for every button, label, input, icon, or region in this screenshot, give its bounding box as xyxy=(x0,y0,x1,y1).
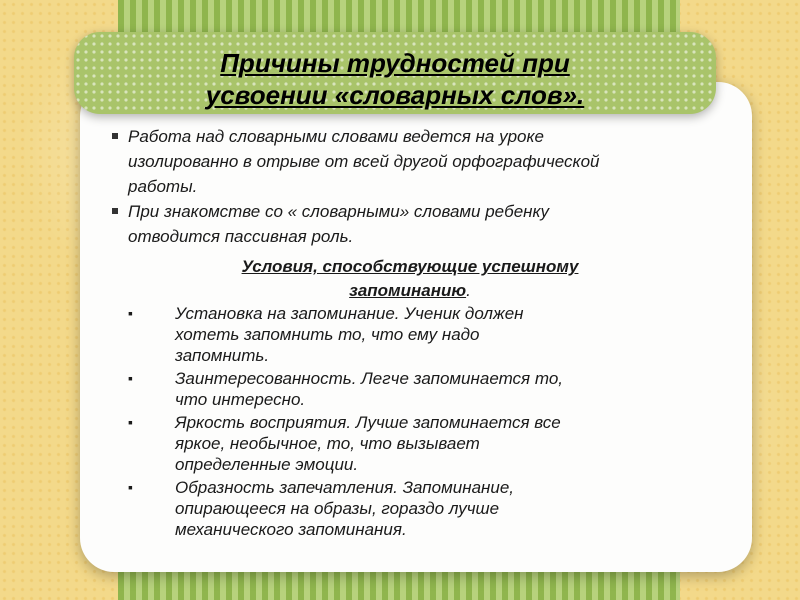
list-item xyxy=(128,477,635,540)
list-item-line: опирающееся на образы, гораздо лучше xyxy=(175,499,500,518)
bullet-icon: ▪ xyxy=(128,370,133,386)
bullet-icon: ▪ xyxy=(128,305,133,321)
bullet-icon: ▪ xyxy=(128,479,133,495)
list-item-line: Работа над словарными словами ведется на уроке xyxy=(128,127,544,146)
list-item-line: Яркость восприятия. Лучше запоминается все xyxy=(175,413,561,432)
list-item xyxy=(128,368,635,410)
list-item xyxy=(128,412,635,475)
list-item-line: Образность запечатления. Запоминание, xyxy=(175,478,515,497)
list-item-line: яркое, необычное, то, что вызывает xyxy=(175,434,480,453)
list-item-line: хотеть запомнить то, что ему надо xyxy=(175,325,480,344)
list-item xyxy=(108,124,668,199)
conditions-heading xyxy=(180,255,640,303)
conditions-heading-line-2: запоминанию xyxy=(349,281,467,300)
list-item-line: изолированно в отрыве от всей другой орфографической xyxy=(128,152,600,171)
bullet-icon: ▪ xyxy=(128,414,133,430)
slide-title-line-1: Причины трудностей при xyxy=(220,48,570,78)
list-item-line: что интересно. xyxy=(175,390,306,409)
square-bullet-icon xyxy=(112,133,118,139)
list-item-line: отводится пассивная роль. xyxy=(128,227,354,246)
square-bullet-icon xyxy=(112,208,118,214)
conditions-list xyxy=(128,303,648,542)
difficulty-reasons-list xyxy=(108,124,668,249)
conditions-heading-line-1: Условия, способствующие успешному xyxy=(241,257,579,276)
list-item xyxy=(128,303,635,366)
list-item-line: определенные эмоции. xyxy=(175,455,359,474)
list-item-line: механического запоминания. xyxy=(175,520,407,539)
list-item xyxy=(108,199,668,249)
conditions-heading-period: . xyxy=(466,281,471,300)
list-item-line: При знакомстве со « словарными» словами ребенку xyxy=(128,202,550,221)
list-item-line: Заинтересованность. Легче запоминается то, xyxy=(175,369,564,388)
slide-title xyxy=(74,47,716,111)
title-banner xyxy=(74,32,716,114)
list-item-line: Установка на запоминание. Ученик должен xyxy=(175,304,524,323)
list-item-line: запомнить. xyxy=(175,346,270,365)
list-item-line: работы. xyxy=(128,177,198,196)
slide-title-line-2: усвоении «словарных слов». xyxy=(205,80,585,110)
